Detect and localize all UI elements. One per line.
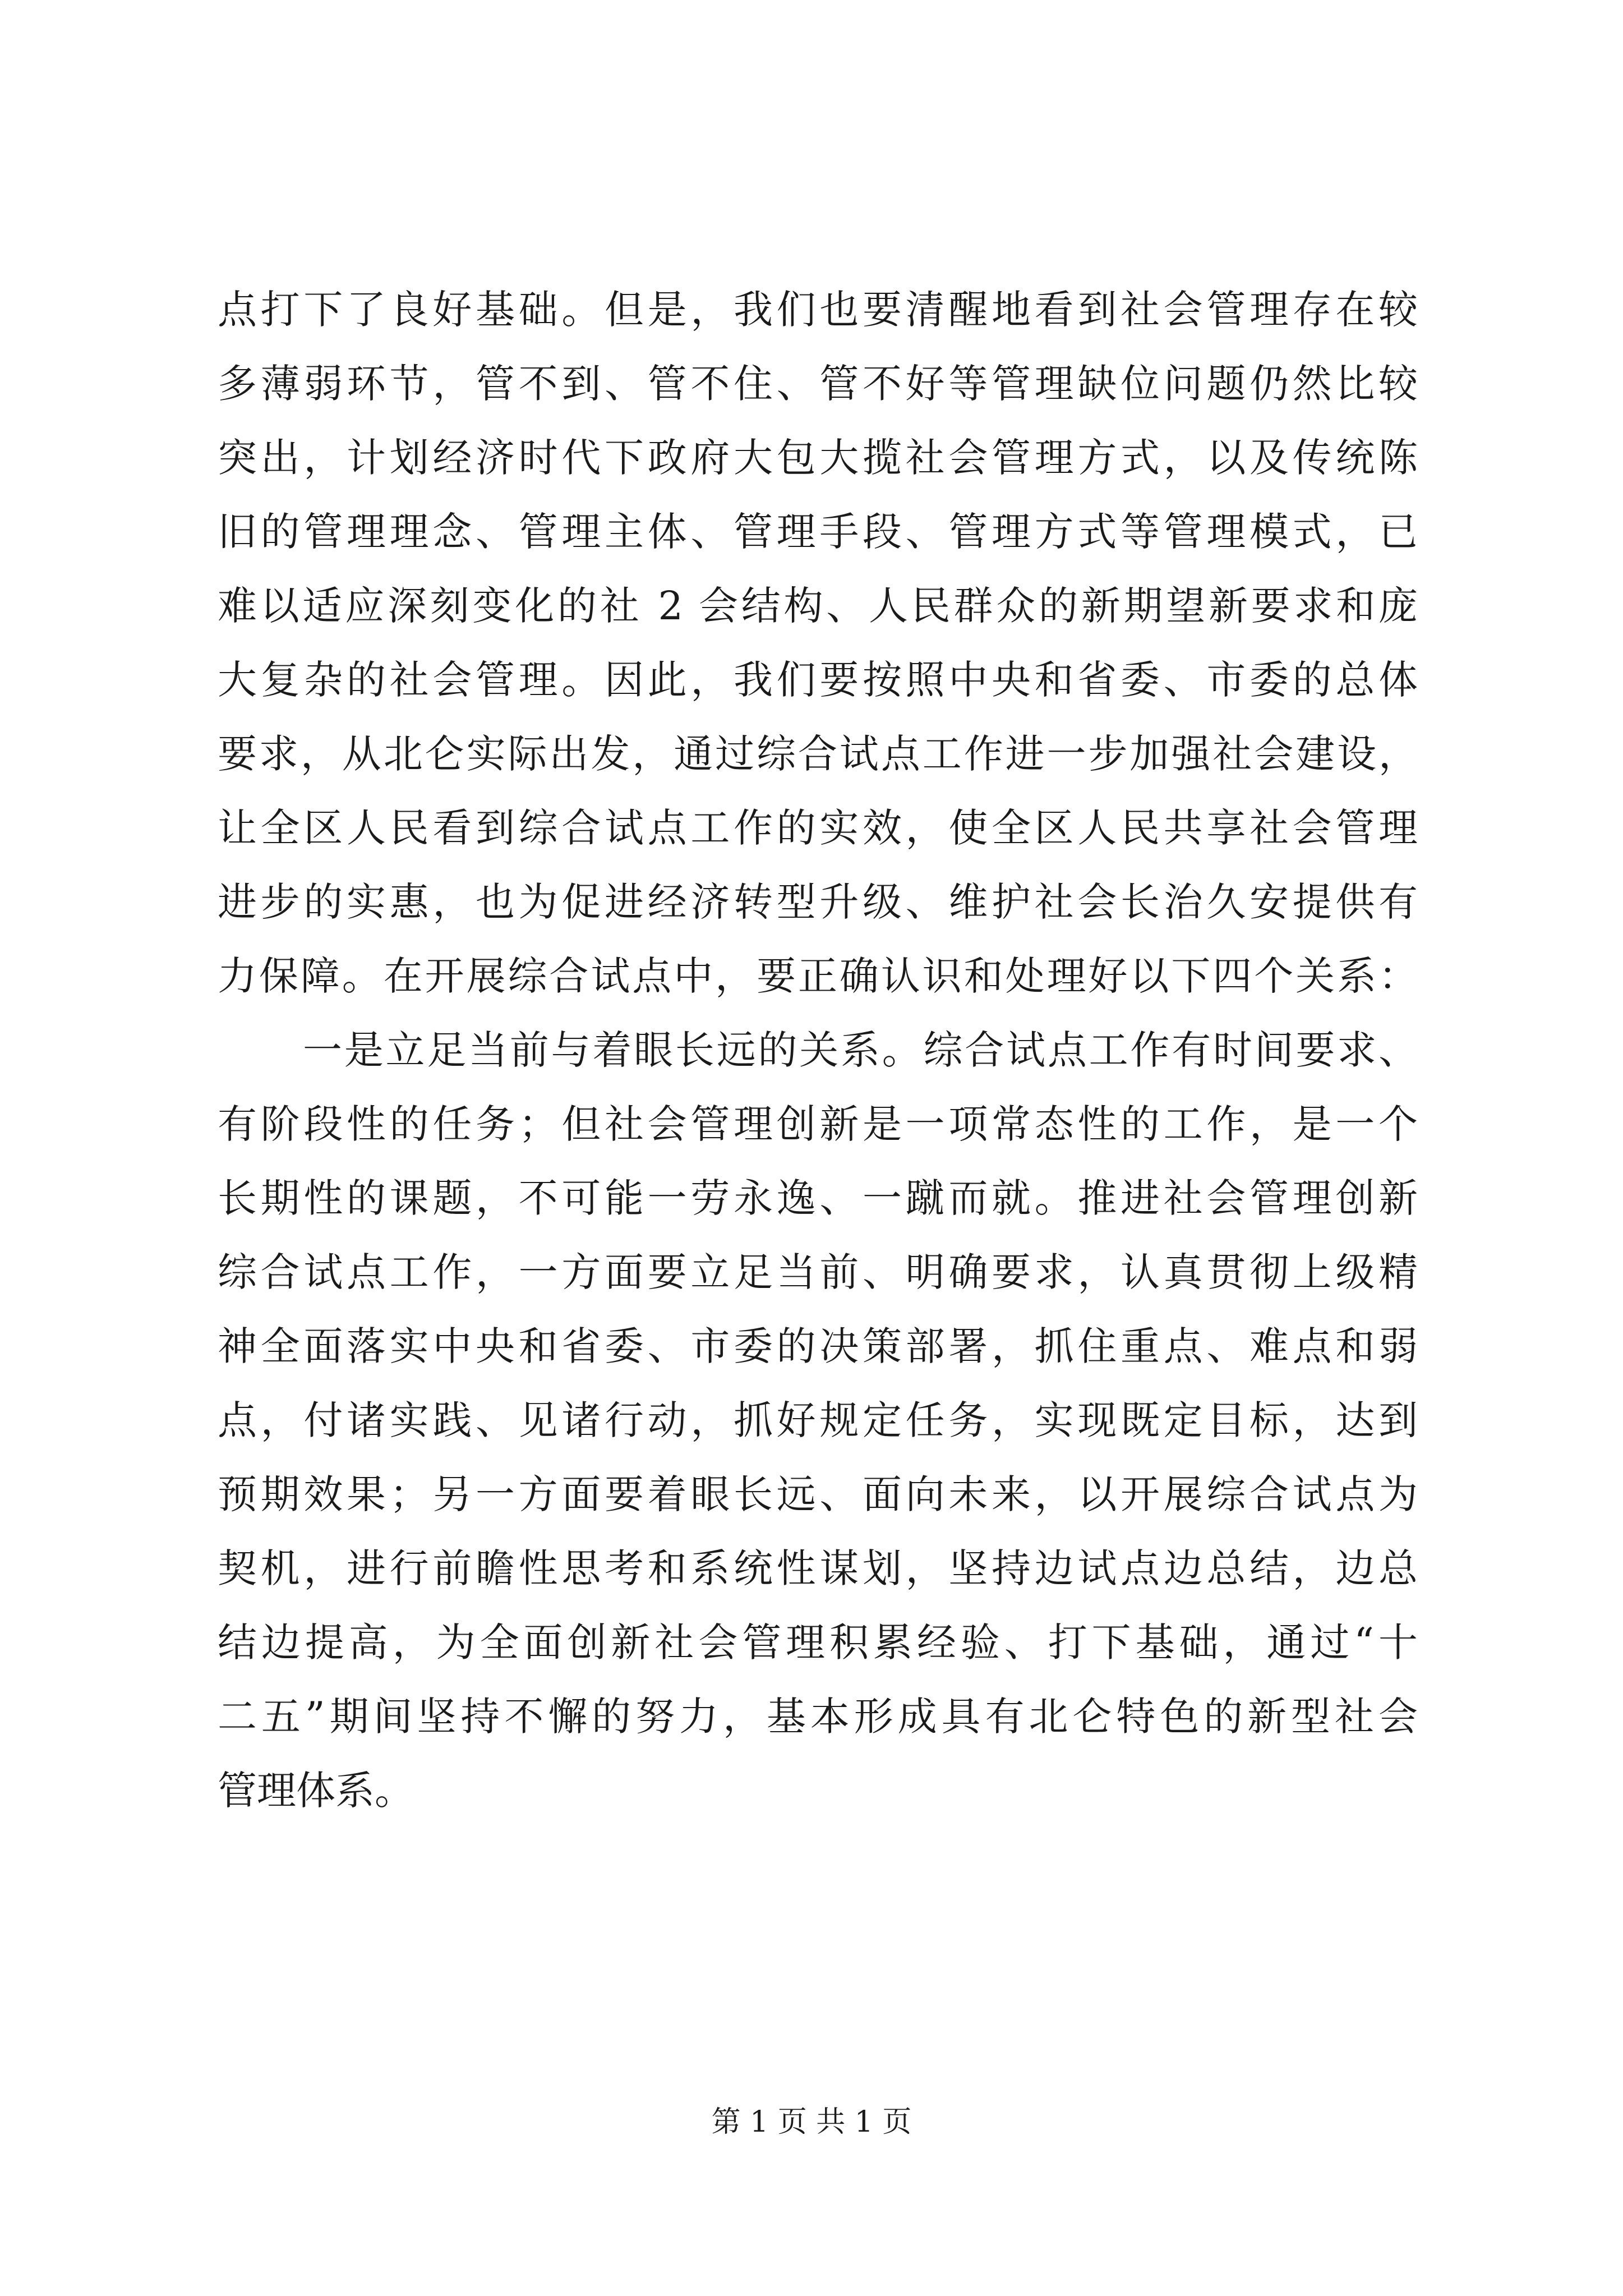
text-line: 进步的实惠，也为促进经济转型升级、维护社会长治久安提供有 xyxy=(218,879,1418,925)
text-line: 大复杂的社会管理。因此，我们要按照中央和省委、市委的总体 xyxy=(218,657,1418,703)
text-line: 管理体系。 xyxy=(218,1768,414,1814)
text-line: 有阶段性的任务；但社会管理创新是一项常态性的工作，是一个 xyxy=(218,1101,1418,1147)
paragraph-first-line: 一是立足当前与着眼长远的关系。综合试点工作有时间要求、 xyxy=(303,1027,1418,1073)
text-line: 让全区人民看到综合试点工作的实效，使全区人民共享社会管理 xyxy=(218,805,1418,851)
text-line: 力保障。在开展综合试点中，要正确认识和处理好以下四个关系： xyxy=(218,953,1418,999)
text-line: 点，付诸实践、见诸行动，抓好规定任务，实现既定目标，达到 xyxy=(218,1397,1418,1443)
text-line: 预期效果；另一方面要着眼长远、面向未来，以开展综合试点为 xyxy=(218,1471,1418,1517)
text-line: 契机，进行前瞻性思考和系统性谋划，坚持边试点边总结，边总 xyxy=(218,1545,1418,1591)
text-line: 点打下了良好基础。但是，我们也要清醒地看到社会管理存在较 xyxy=(218,287,1418,333)
text-line: 神全面落实中央和省委、市委的决策部署，抓住重点、难点和弱 xyxy=(218,1323,1418,1369)
text-line: 结边提高，为全面创新社会管理积累经验、打下基础，通过“十 xyxy=(218,1619,1418,1665)
text-line: 突出，计划经济时代下政府大包大揽社会管理方式，以及传统陈 xyxy=(218,435,1418,481)
text-line: 旧的管理理念、管理主体、管理手段、管理方式等管理模式，已 xyxy=(218,509,1418,555)
text-line: 二五”期间坚持不懈的努力，基本形成具有北仑特色的新型社会 xyxy=(218,1694,1418,1740)
text-line: 长期性的课题，不可能一劳永逸、一蹴而就。推进社会管理创新 xyxy=(218,1175,1418,1221)
text-line: 综合试点工作，一方面要立足当前、明确要求，认真贯彻上级精 xyxy=(218,1249,1418,1295)
text-line: 多薄弱环节，管不到、管不住、管不好等管理缺位问题仍然比较 xyxy=(218,361,1418,407)
page-footer: 第 1 页 共 1 页 xyxy=(711,2105,912,2139)
text-line: 要求，从北仑实际出发，通过综合试点工作进一步加强社会建设， xyxy=(218,731,1418,777)
text-line: 难以适应深刻变化的社 2 会结构、人民群众的新期望新要求和庞 xyxy=(218,583,1418,629)
